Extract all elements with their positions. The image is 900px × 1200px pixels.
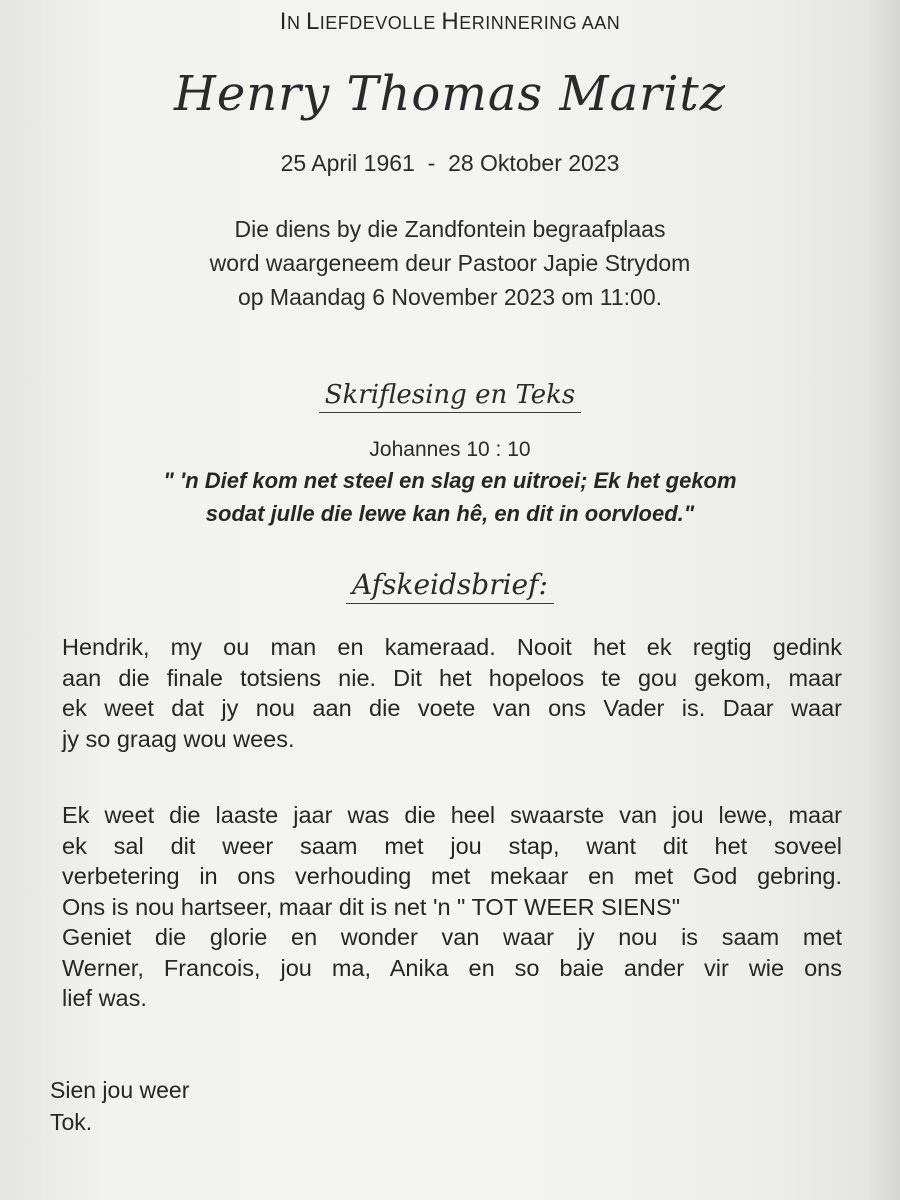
letter-line: verbetering in ons verhouding met mekaar en met God gebring.	[62, 863, 842, 889]
scripture-verse	[0, 464, 900, 530]
farewell-letter-heading-text: Afskeidsbrief:	[346, 568, 554, 604]
verse-line: sodat julle die lewe kan hê, en dit in oorvloed."	[205, 501, 695, 526]
header-text: ERINNERING AAN	[459, 13, 621, 33]
life-dates: 25 April 1961 - 28 Oktober 2023	[280, 150, 620, 176]
letter-line: Geniet die glorie en wonder van waar jy nou is saam met	[62, 924, 842, 950]
service-details	[0, 212, 900, 314]
letter-line: aan die finale totsiens nie. Dit het hopeloos te gou gekom, maar	[62, 664, 842, 691]
scripture-heading	[0, 380, 900, 413]
letter-line: Ons is nou hartseer, maar dit is net 'n " TOT WEER SIENS"	[62, 893, 681, 920]
letter-line: ek sal dit weer saam met jou stap, want dit het soveel	[62, 832, 842, 859]
letter-line: jy so graag wou wees.	[62, 725, 295, 752]
signature: Tok.	[50, 1109, 93, 1135]
header-text: IEFDEVOLLE	[319, 13, 442, 33]
service-line: word waargeneem deur Pastoor Japie Strydom	[209, 250, 691, 276]
deceased-name: Henry Thomas Maritz	[174, 66, 726, 122]
letter-paragraph-2	[62, 800, 842, 1014]
verse-line: " 'n Dief kom net steel en slag en uitroei; Ek het gekom	[163, 468, 737, 493]
header-letter: H	[441, 8, 460, 35]
letter-line: Werner, Francois, jou ma, Anika en so baie ander vir wie ons	[62, 954, 842, 981]
letter-closing	[50, 1074, 189, 1138]
letter-line: lief was.	[62, 985, 147, 1011]
letter-line: Hendrik, my ou man en kameraad. Nooit het ek regtig gedink	[62, 634, 842, 660]
scripture-heading-text: Skriflesing en Teks	[319, 380, 582, 413]
service-line: Die diens by die Zandfontein begraafplaas	[234, 216, 666, 242]
closing-line: Sien jou weer	[50, 1077, 190, 1103]
service-line: op Maandag 6 November 2023 om 11:00.	[237, 284, 663, 310]
header-letter: I	[279, 8, 287, 35]
letter-line: ek weet dat jy nou aan die voete van ons Vader is. Daar waar	[62, 695, 842, 721]
farewell-letter-heading	[0, 568, 900, 604]
memorial-header	[0, 8, 900, 36]
header-text: N	[286, 13, 306, 33]
scripture-reference: Johannes 10 : 10	[369, 438, 531, 461]
header-letter: L	[305, 8, 320, 35]
letter-line: Ek weet die laaste jaar was die heel swaarste van jou lewe, maar	[62, 802, 842, 828]
letter-paragraph-1	[62, 632, 842, 754]
